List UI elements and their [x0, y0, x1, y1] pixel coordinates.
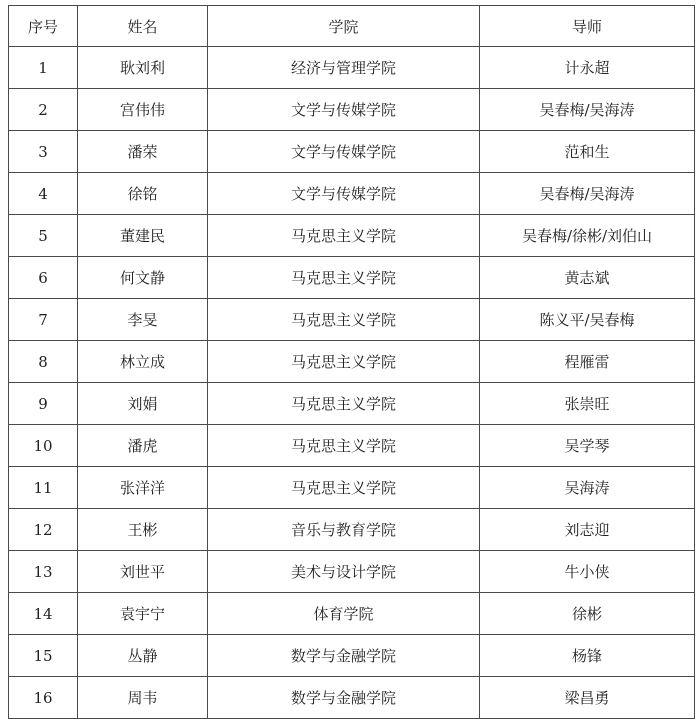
- table-row: [9, 467, 695, 509]
- cell-tutor: 吴海涛: [480, 467, 695, 509]
- cell-index: 10: [9, 425, 78, 467]
- table-row: [9, 341, 695, 383]
- cell-tutor: 程雁雷: [480, 341, 695, 383]
- cell-name: 董建民: [78, 215, 208, 257]
- cell-name: 耿刘利: [78, 47, 208, 89]
- cell-tutor: 徐彬: [480, 593, 695, 635]
- table-row: [9, 383, 695, 425]
- header-index: 序号: [9, 6, 78, 47]
- table-row: [9, 593, 695, 635]
- cell-index: 2: [9, 89, 78, 131]
- cell-school: 马克思主义学院: [208, 299, 480, 341]
- student-tutor-table: [8, 5, 695, 719]
- cell-school: 马克思主义学院: [208, 215, 480, 257]
- cell-name: 宫伟伟: [78, 89, 208, 131]
- cell-school: 美术与设计学院: [208, 551, 480, 593]
- cell-index: 14: [9, 593, 78, 635]
- cell-index: 15: [9, 635, 78, 677]
- cell-school: 数学与金融学院: [208, 677, 480, 719]
- cell-name: 李旻: [78, 299, 208, 341]
- cell-name: 袁宇宁: [78, 593, 208, 635]
- cell-tutor: 吴春梅/吴海涛: [480, 173, 695, 215]
- cell-school: 体育学院: [208, 593, 480, 635]
- table-row: [9, 47, 695, 89]
- cell-name: 丛静: [78, 635, 208, 677]
- cell-index: 9: [9, 383, 78, 425]
- cell-name: 刘世平: [78, 551, 208, 593]
- table-row: [9, 635, 695, 677]
- cell-tutor: 吴春梅/徐彬/刘伯山: [480, 215, 695, 257]
- table-row: [9, 173, 695, 215]
- table-row: [9, 131, 695, 173]
- cell-tutor: 范和生: [480, 131, 695, 173]
- cell-index: 7: [9, 299, 78, 341]
- cell-tutor: 黄志斌: [480, 257, 695, 299]
- table-row: [9, 551, 695, 593]
- cell-index: 8: [9, 341, 78, 383]
- cell-name: 徐铭: [78, 173, 208, 215]
- cell-tutor: 刘志迎: [480, 509, 695, 551]
- cell-school: 马克思主义学院: [208, 341, 480, 383]
- cell-name: 潘荣: [78, 131, 208, 173]
- table-body: [9, 47, 695, 719]
- header-name: 姓名: [78, 6, 208, 47]
- table-row: [9, 509, 695, 551]
- cell-tutor: 梁昌勇: [480, 677, 695, 719]
- header-tutor: 导师: [480, 6, 695, 47]
- cell-index: 13: [9, 551, 78, 593]
- table-row: [9, 425, 695, 467]
- cell-name: 张洋洋: [78, 467, 208, 509]
- cell-name: 刘娟: [78, 383, 208, 425]
- cell-index: 4: [9, 173, 78, 215]
- cell-index: 5: [9, 215, 78, 257]
- student-tutor-table-container: [8, 5, 694, 719]
- cell-school: 马克思主义学院: [208, 467, 480, 509]
- cell-index: 16: [9, 677, 78, 719]
- cell-school: 经济与管理学院: [208, 47, 480, 89]
- cell-school: 马克思主义学院: [208, 425, 480, 467]
- cell-tutor: 陈义平/吴春梅: [480, 299, 695, 341]
- cell-school: 文学与传媒学院: [208, 89, 480, 131]
- header-school: 学院: [208, 6, 480, 47]
- cell-school: 马克思主义学院: [208, 257, 480, 299]
- cell-name: 林立成: [78, 341, 208, 383]
- cell-tutor: 吴学琴: [480, 425, 695, 467]
- cell-tutor: 计永超: [480, 47, 695, 89]
- table-row: [9, 257, 695, 299]
- cell-school: 文学与传媒学院: [208, 131, 480, 173]
- cell-index: 12: [9, 509, 78, 551]
- cell-tutor: 张崇旺: [480, 383, 695, 425]
- cell-name: 潘虎: [78, 425, 208, 467]
- table-row: [9, 89, 695, 131]
- cell-school: 文学与传媒学院: [208, 173, 480, 215]
- cell-name: 何文静: [78, 257, 208, 299]
- table-row: [9, 215, 695, 257]
- cell-index: 6: [9, 257, 78, 299]
- cell-index: 3: [9, 131, 78, 173]
- cell-school: 数学与金融学院: [208, 635, 480, 677]
- cell-school: 马克思主义学院: [208, 383, 480, 425]
- cell-tutor: 杨锋: [480, 635, 695, 677]
- table-row: [9, 677, 695, 719]
- table-header-row: [9, 6, 695, 47]
- cell-tutor: 牛小侠: [480, 551, 695, 593]
- cell-tutor: 吴春梅/吴海涛: [480, 89, 695, 131]
- table-row: [9, 299, 695, 341]
- cell-index: 1: [9, 47, 78, 89]
- cell-name: 王彬: [78, 509, 208, 551]
- cell-school: 音乐与教育学院: [208, 509, 480, 551]
- cell-name: 周韦: [78, 677, 208, 719]
- cell-index: 11: [9, 467, 78, 509]
